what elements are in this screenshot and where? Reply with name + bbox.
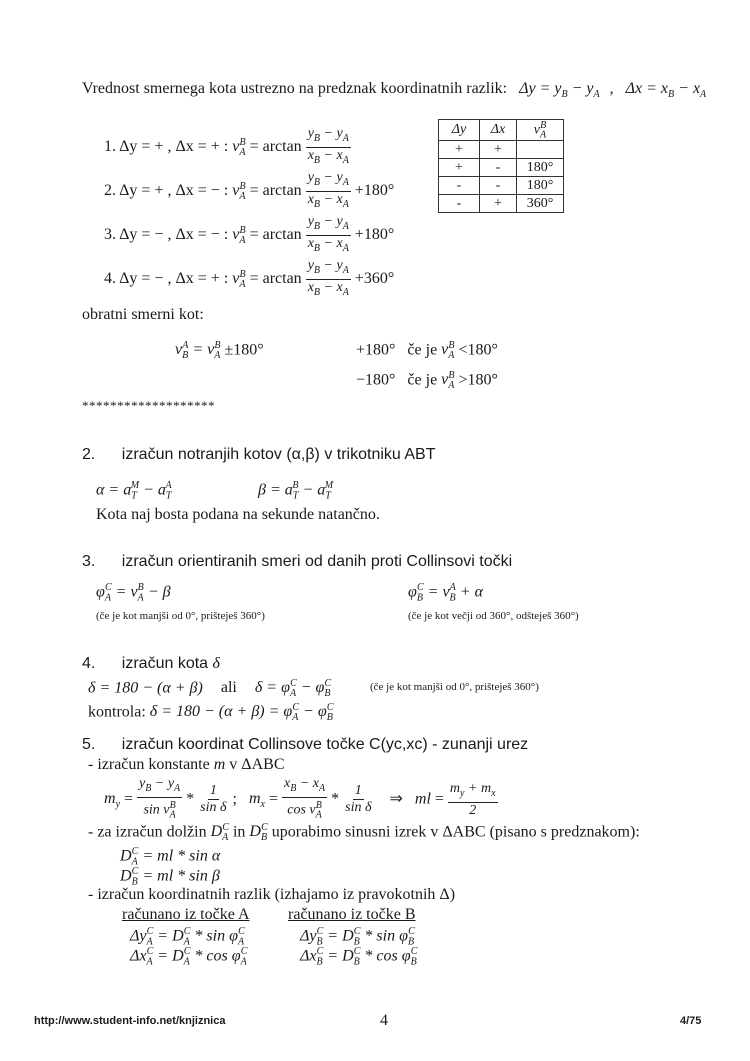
section-5-heading bbox=[82, 736, 528, 754]
page-counter: 4/75 bbox=[680, 1015, 702, 1027]
table-row: + - 180° bbox=[439, 159, 564, 177]
bullet-2: - za izračun dolžin $D_A^C$ in $D_B^C$ uporabimo sinusni izrek v ΔABC (pisano s predznakom): bbox=[88, 822, 640, 844]
db-formula: $D_B^C$ = ml * sin β bbox=[120, 866, 220, 888]
section-4-title: izračun kota bbox=[121, 655, 209, 672]
section-2-title: izračun notranjih kotov (α,β) v trikotniku ABT bbox=[121, 446, 436, 463]
column-a-heading: računano iz točke A bbox=[122, 906, 250, 923]
beta-formula: $\beta = a_T^B - a_T^M$ bbox=[258, 480, 334, 502]
obratni-rule-1: +180° če je $\nu_A^B <180^\circ$ bbox=[356, 340, 498, 362]
section-3-num: 3. bbox=[82, 553, 96, 570]
section-4-heading: 4. izračun kota δ bbox=[82, 655, 220, 672]
intro-text: Vrednost smernega kota ustrezno na predznak koordinatnih razlik: bbox=[82, 80, 508, 97]
section-5-num: 5. bbox=[82, 736, 96, 753]
dx-a-formula: $\Delta x_A^C = D_A^C * \cos \varphi_A^C$ bbox=[130, 946, 248, 968]
table-row: + + bbox=[439, 141, 564, 159]
section-5-title: izračun koordinat Collinsove točke C(yc,xc) - zunanji urez bbox=[121, 736, 529, 753]
section-2-num: 2. bbox=[82, 446, 96, 463]
phi-a-formula: $\varphi_A^C = \nu_A^B - \beta$ bbox=[96, 582, 171, 604]
table-header-row: Δy Δx $\nu_A^B$ bbox=[439, 120, 564, 141]
footer-link[interactable]: http://www.student-info.net/knjiznica bbox=[34, 1015, 226, 1027]
dx-formula: $\Delta x = x_B - x_A$ bbox=[625, 80, 707, 101]
section-3-heading bbox=[82, 553, 512, 571]
dy-b-formula: $\Delta y_B^C = D_B^C * \sin \varphi_B^C$ bbox=[300, 926, 415, 948]
dy-a-formula: $\Delta y_A^C = D_A^C * \sin \varphi_A^C$ bbox=[130, 926, 245, 948]
table-row: - - 180° bbox=[439, 177, 564, 195]
case-3: 3. Δy = − , Δx = − : $\nu_A^B = \arctan$ $\frac{y_B - y_A}{x_B - x_A}$ +180° bbox=[104, 214, 395, 254]
m-formulas: $m_y$ = $\frac{y_B - y_A}{\sin \nu_A^B}$ * $\frac{1}{\text{sin δ}}$ ; $m_x$ = $\frac{x_B - x_A}{\cos \nu_A^B}$ * $\frac{1}{\text{sin δ}}$ ⇒ ml = $\frac{m_y + m_x}{2}$ bbox=[104, 776, 496, 821]
bullet-3: - izračun koordinatnih razlik (izhajamo iz pravokotnih Δ) bbox=[88, 886, 456, 903]
sign-table bbox=[438, 119, 564, 213]
obratni-label: obratni smerni kot: bbox=[82, 306, 204, 323]
section-3-note-right: (če je kot večji od 360°, odšteješ 360°) bbox=[408, 610, 579, 622]
table-row: - + 360° bbox=[439, 195, 564, 213]
column-b-heading: računano iz točke B bbox=[288, 906, 416, 923]
section-4-note: (če je kot manjši od 0°, prišteješ 360°) bbox=[370, 681, 539, 693]
dy-formula: $\Delta y = y_B - y_A$ bbox=[519, 80, 600, 101]
section-2-note: Kota naj bosta podana na sekunde natančno. bbox=[96, 506, 380, 523]
case-4: 4. Δy = − , Δx = + : $\nu_A^B = \arctan$ $\frac{y_B - y_A}{x_B - x_A}$ +360° bbox=[104, 258, 395, 298]
control-formula: kontrola: $\delta = 180 - (\alpha + \beta) = \varphi_A^C - \varphi_B^C$ bbox=[88, 702, 334, 724]
section-3-title: izračun orientiranih smeri od danih proti Collinsovi točki bbox=[121, 553, 513, 570]
intro-line: Vrednost smernega kota ustrezno na predznak koordinatnih razlik: $\Delta y = y_B - y_A$ , $\Delta x = x_B - x_A$ bbox=[82, 80, 707, 101]
case-2: 2. Δy = + , Δx = − : $\nu_A^B = \arctan$ $\frac{y_B - y_A}{x_B - x_A}$ +180° bbox=[104, 170, 395, 210]
dx-b-formula: $\Delta x_B^C = D_B^C * \cos \varphi_B^C$ bbox=[300, 946, 418, 968]
separator: ******************* bbox=[82, 398, 215, 413]
alpha-formula: $\alpha = a_T^M - a_T^A$ bbox=[96, 480, 172, 502]
page-number: 4 bbox=[380, 1012, 388, 1029]
da-formula: $D_A^C$ = ml * sin α bbox=[120, 846, 221, 868]
section-4-num: 4. bbox=[82, 655, 96, 672]
delta-formula: δ = 180 − (α + β) ali $\delta = \varphi_A^C - \varphi_B^C$ bbox=[88, 678, 332, 700]
section-3-note-left: (če je kot manjši od 0°, prišteješ 360°) bbox=[96, 610, 265, 622]
obratni-rule-2: −180° če je $\nu_A^B >180^\circ$ bbox=[356, 370, 498, 392]
obratni-formula: $\nu_B^A = \nu_A^B \pm 180^\circ$ bbox=[175, 340, 264, 362]
phi-b-formula: $\varphi_B^C = \nu_B^A + \alpha$ bbox=[408, 582, 483, 604]
bullet-1: - izračun konstante m v ΔABC bbox=[88, 756, 285, 773]
section-2-heading bbox=[82, 446, 435, 464]
case-1: 1. Δy = + , Δx = + : $\nu_A^B = \arctan$ $\frac{y_B - y_A}{x_B - x_A}$ bbox=[104, 126, 349, 166]
